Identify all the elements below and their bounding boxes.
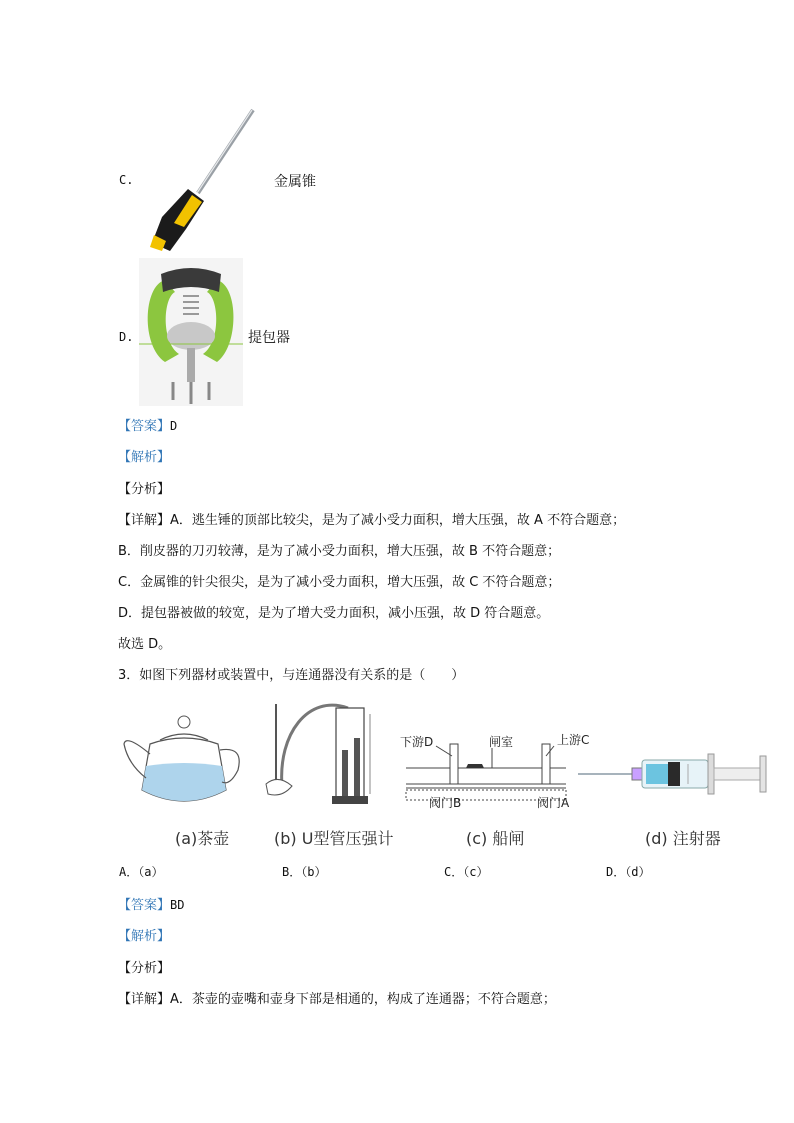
- conclusion-line: 故选 D。: [118, 637, 172, 652]
- answer-tag-2: 【答案】: [118, 898, 171, 913]
- option-d-label: 提包器: [248, 330, 290, 346]
- detail2-text: A．茶壶的壶嘴和壶身下部是相通的，构成了连通器；不符合题意；: [170, 992, 556, 1007]
- syringe-image: [578, 746, 770, 802]
- choice-d: D．（d）: [606, 865, 651, 879]
- caption-syringe: (d) 注射器: [645, 829, 721, 848]
- detail-line-a: [118, 509, 625, 528]
- lock-label-upstream: 上游C: [557, 733, 590, 747]
- option-c-letter: C.: [119, 173, 134, 187]
- detail-line-d: D．提包器被做的较宽，是为了增大受力面积，减小压强，故 D 符合题意。: [118, 606, 550, 621]
- lock-label-valve-a: 阀门A: [537, 796, 570, 810]
- metal-awl-image: [140, 105, 265, 253]
- answer-value-2: BD: [170, 898, 185, 912]
- u-tube-manometer-image: [258, 694, 378, 812]
- bag-carrier-image: [139, 258, 243, 406]
- question-3: 3．如图下列器材或装置中，与连通器没有关系的是（ ）: [118, 668, 465, 683]
- detail2-tag: 【详解】: [118, 992, 171, 1007]
- teapot-image: [120, 708, 248, 812]
- caption-manometer: (b) U型管压强计: [274, 829, 394, 848]
- caption-ship-lock: (c) 船闸: [466, 829, 525, 848]
- detail2-line: [118, 988, 556, 1007]
- answer-tag: 【答案】: [118, 419, 171, 434]
- fenxi-tag-1: 【分析】: [118, 482, 171, 497]
- detail-tag: 【详解】: [118, 513, 171, 528]
- lock-label-valve-b: 阀门B: [429, 796, 462, 810]
- option-c-label: 金属锥: [274, 174, 316, 190]
- lock-label-chamber: 闸室: [489, 735, 514, 749]
- jiexi-tag-2: 【解析】: [118, 929, 171, 944]
- detail-line-b: B．削皮器的刀刃较薄，是为了减小受力面积，增大压强，故 B 不符合题意；: [118, 544, 561, 559]
- choice-b: B．（b）: [282, 865, 327, 879]
- jiexi-tag-1: 【解析】: [118, 450, 171, 465]
- answer-value: D: [170, 419, 178, 433]
- detail-text-a: A．逃生锤的顶部比较尖，是为了减小受力面积，增大压强，故 A 不符合题意；: [170, 513, 626, 528]
- choice-c: C．（c）: [444, 865, 489, 879]
- answer-line-1: [118, 415, 177, 434]
- answer-line-2: [118, 894, 184, 913]
- option-d-letter: D.: [119, 330, 134, 344]
- caption-teapot: (a)茶壶: [175, 829, 230, 848]
- fenxi-tag-2: 【分析】: [118, 961, 171, 976]
- detail-line-c: C．金属锥的针尖很尖，是为了减小受力面积，增大压强，故 C 不符合题意；: [118, 575, 561, 590]
- choice-a: A．（a）: [119, 865, 164, 879]
- lock-label-downstream: 下游D: [400, 735, 434, 749]
